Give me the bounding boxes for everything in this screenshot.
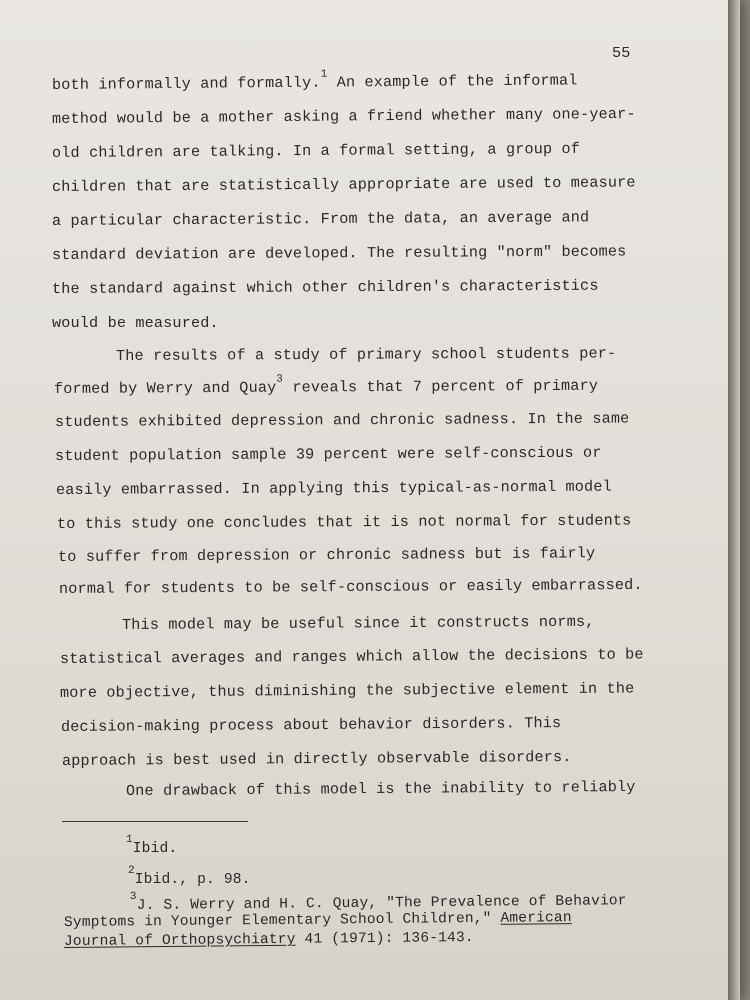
body-line: standard deviation are developed. The resulting "norm" becomes (51, 242, 627, 264)
body-line: approach is best used in directly observable disorders. (61, 747, 572, 770)
body-line: both informally and formally.$^1$ An example of the informal (51, 68, 578, 94)
footnote-2: $^2$Ibid., p. 98. (128, 865, 251, 888)
footnote-number: 3 (129, 891, 137, 904)
body-line: One drawback of this model is the inability to reliably (125, 777, 636, 800)
body-line: decision-making process about behavior disorders. This (60, 714, 562, 736)
footnote-1: $^1$Ibid. (126, 834, 178, 857)
journal-title: American (500, 910, 572, 927)
body-line: the standard against which other children's characteristics (51, 276, 599, 298)
footnote-3-line-2: Symptoms in Younger Elementary School Children," American (63, 910, 572, 931)
body-line: children that are statistically appropriate are used to measure (51, 173, 636, 196)
body-line: a particular characteristic. From the data, an average and (51, 208, 590, 230)
page-edge (728, 0, 740, 1000)
body-line: more objective, thus diminishing the subjective element in the (59, 679, 635, 702)
body-line: normal for students to be self-conscious or easily embarrassed. (58, 575, 643, 598)
body-line: to suffer from depression or chronic sadness but is fairly (57, 544, 596, 566)
footnote-3-line-3: Journal of Orthopsychiatry 41 (1971): 136-143. (63, 930, 474, 950)
body-line: easily embarrassed. In applying this typical-as-normal model (55, 477, 612, 499)
footnote-number: 1 (126, 834, 133, 847)
body-line: students exhibited depression and chronic sadness. In the same (54, 409, 630, 431)
body-line: The results of a study of primary school students per- (115, 344, 617, 365)
body-line: old children are talking. In a formal setting, a group of (51, 139, 581, 162)
footnote-rule (62, 821, 248, 822)
body-line: student population sample 39 percent were self-conscious or (54, 443, 602, 465)
body-line: This model may be useful since it constructs norms, (121, 612, 595, 634)
body-line: statistical averages and ranges which allow the decisions to be (59, 645, 644, 668)
body-line: method would be a mother asking a friend whether many one-year- (51, 104, 636, 128)
footnote-marker: 3 (276, 373, 284, 386)
footnote-number: 2 (128, 865, 135, 878)
body-line: would be measured. (52, 314, 219, 332)
journal-title: Journal of Orthopsychiatry (63, 931, 296, 950)
footnote-marker: 1 (320, 68, 328, 81)
footnote-3-line-1: $^3$J. S. Werry and H. C. Quay, "The Prevalence of Behavior (129, 891, 627, 914)
body-line: to this study one concludes that it is not normal for students (56, 511, 632, 533)
page-number: 55 (612, 44, 631, 62)
body-line: formed by Werry and Quay$^3$ reveals that 7 percent of primary (53, 373, 599, 398)
